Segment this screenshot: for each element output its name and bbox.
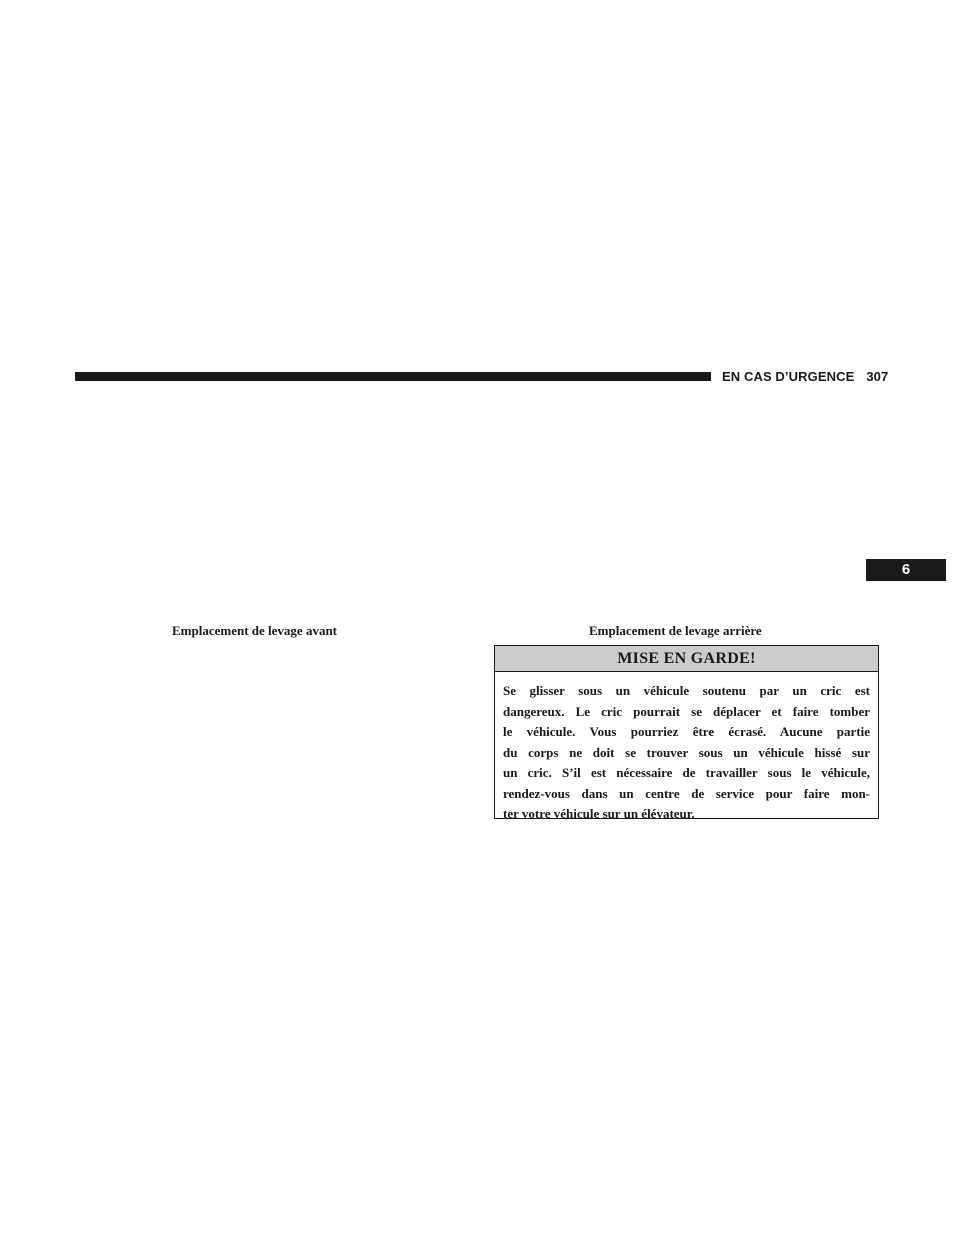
front-lift-caption: Emplacement de levage avant xyxy=(172,623,338,638)
rear-lift-caption: Emplacement de levage arrière xyxy=(589,623,762,638)
section-title: EN CAS D’URGENCE xyxy=(722,369,855,384)
header-rule xyxy=(75,372,711,381)
chapter-tab: 6 xyxy=(866,559,946,581)
warning-line: du corps ne doit se trouver sous un véhicule hissé sur xyxy=(503,744,870,760)
warning-line: le véhicule. Vous pourriez être écrasé. Aucune partie xyxy=(503,724,870,739)
warning-line: rendez-vous dans un centre de service pour faire mon- xyxy=(503,785,870,801)
warning-line: un cric. S’il est nécessaire de travailler sous le véhicule, xyxy=(503,765,870,780)
warning-body xyxy=(495,672,878,825)
page-number: 307 xyxy=(866,369,889,384)
warning-line: dangereux. Le cric pourrait se déplacer et faire tomber xyxy=(503,703,870,719)
warning-title: MISE EN GARDE! xyxy=(495,646,878,672)
warning-line: Se glisser sous un véhicule soutenu par un cric est xyxy=(503,683,870,698)
warning-box xyxy=(494,645,879,819)
warning-line: ter votre véhicule sur un élévateur. xyxy=(503,806,695,821)
running-header xyxy=(722,368,888,386)
